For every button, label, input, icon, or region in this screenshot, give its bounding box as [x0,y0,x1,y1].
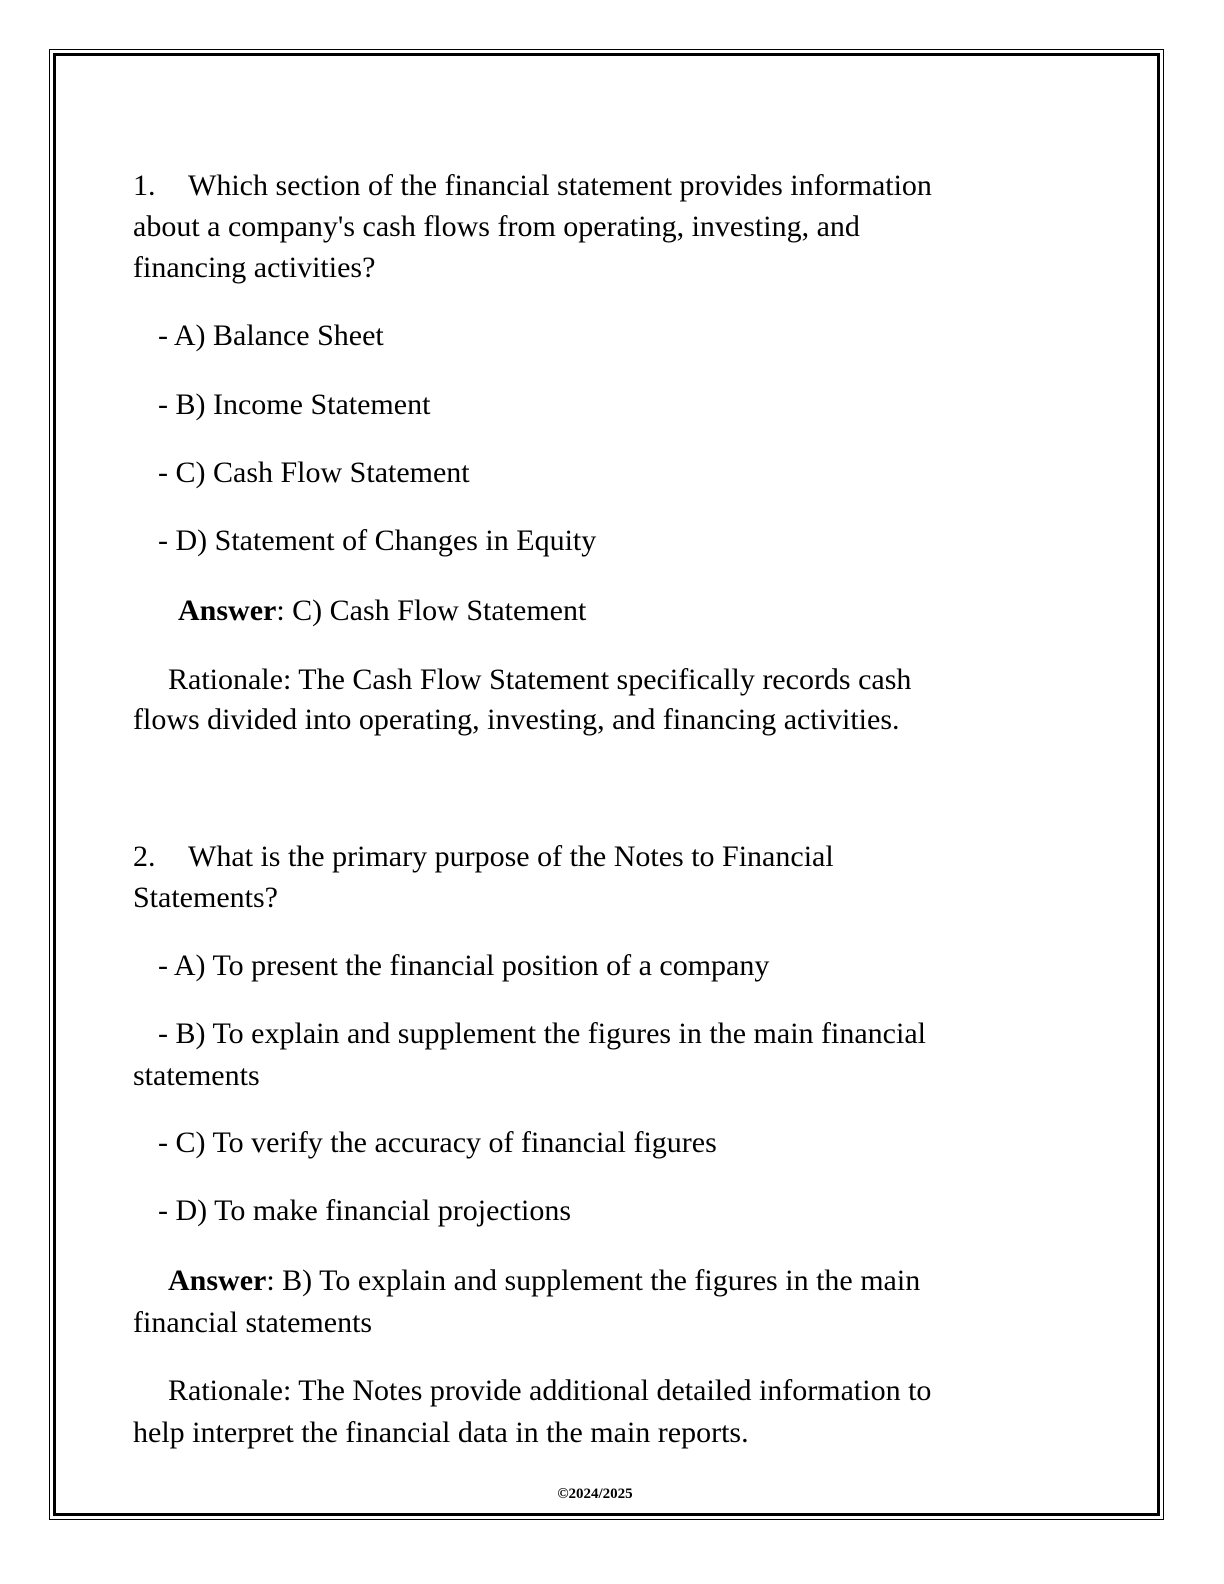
answer-label: Answer [168,1264,267,1297]
question-text: Statements? [133,881,278,914]
option-d: - D) To make financial projections [158,1194,572,1227]
question-text: Which section of the financial statement provides information [188,169,932,202]
answer [168,1261,920,1301]
option-b: statements [133,1059,260,1092]
option-b: - B) To explain and supplement the figures in the main financial [158,1017,926,1050]
option-a: - A) Balance Sheet [158,319,384,352]
rationale: flows divided into operating, investing, and financing activities. [133,703,900,736]
option-d: - D) Statement of Changes in Equity [158,524,597,557]
question-text: What is the primary purpose of the Notes to Financial [188,840,834,873]
answer-label: Answer [178,594,277,627]
answer-text: : C) Cash Flow Statement [276,594,587,627]
rationale: help interpret the financial data in the main reports. [133,1416,749,1449]
answer [178,591,586,631]
answer-text: : B) To explain and supplement the figures in the main [266,1264,921,1297]
question-number: 1. [133,169,156,202]
question-text: about a company's cash flows from operating, investing, and [133,210,860,243]
copyright-footer: ©2024/2025 [557,1486,633,1502]
rationale: Rationale: The Notes provide additional detailed information to [168,1374,932,1407]
rationale: Rationale: The Cash Flow Statement specifically records cash [168,663,912,696]
option-a: - A) To present the financial position of a company [158,949,770,982]
question-number: 2. [133,840,156,873]
answer-text: financial statements [133,1306,373,1339]
question-text: financing activities? [133,251,376,284]
option-c: - C) To verify the accuracy of financial figures [158,1126,717,1159]
option-c: - C) Cash Flow Statement [158,456,470,489]
option-b: - B) Income Statement [158,388,431,421]
